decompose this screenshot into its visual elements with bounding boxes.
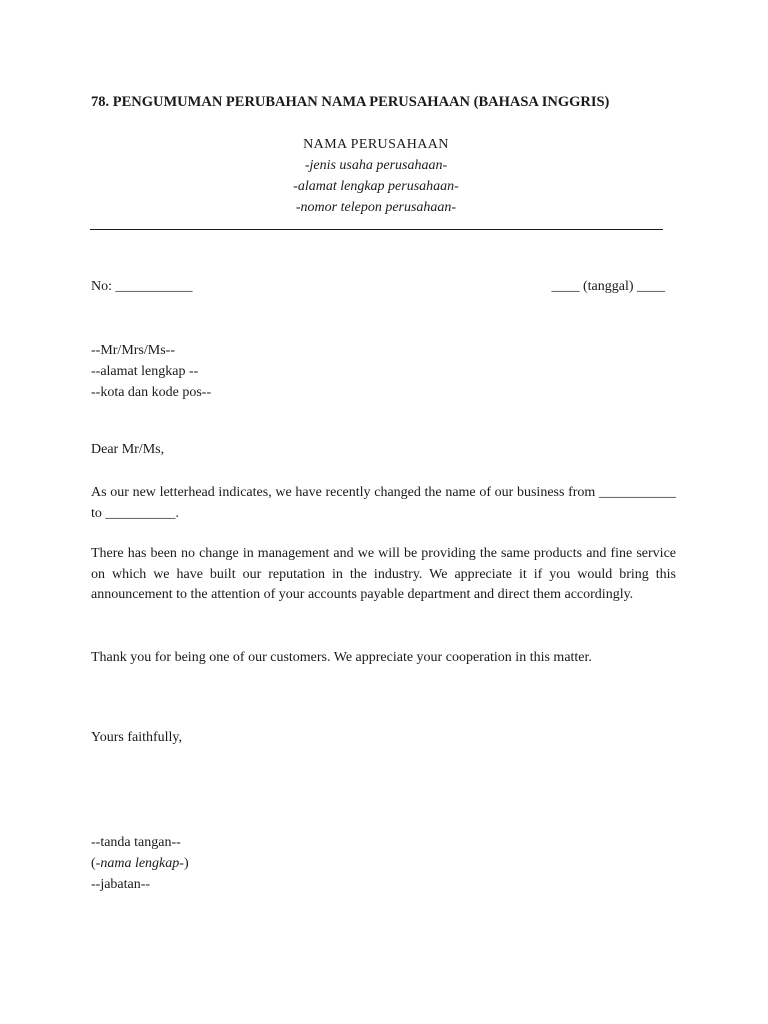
signer-position: --jabatan--	[91, 877, 151, 892]
business-type: -jenis usaha perusahaan-	[304, 158, 448, 173]
body-paragraph-1: As our new letterhead indicates, we have recently changed the name of our business from ___________ to __________.	[91, 485, 676, 521]
reference-line	[91, 279, 665, 299]
recipient-address-block	[91, 340, 211, 403]
company-address: -alamat lengkap perusahaan-	[293, 179, 459, 194]
company-name: NAMA PERUSAHAAN	[303, 137, 449, 152]
closing: Yours faithfully,	[91, 730, 183, 745]
body-paragraph-3: Thank you for being one of our customers. We appreciate your cooperation in this matter.	[91, 650, 592, 665]
signer-name-line	[91, 853, 189, 874]
letter-date: ____ (tanggal) ____	[551, 279, 665, 294]
letterhead	[90, 134, 662, 218]
recipient-name: --Mr/Mrs/Ms--	[91, 343, 175, 358]
document-title: 78. PENGUMUMAN PERUBAHAN NAMA PERUSAHAAN (BAHASA INGGRIS)	[91, 94, 610, 110]
signature-line: --tanda tangan--	[91, 835, 181, 850]
salutation: Dear Mr/Ms,	[91, 442, 165, 457]
open-paren: (	[91, 856, 96, 871]
company-phone: -nomor telepon perusahaan-	[295, 200, 457, 215]
letter-number: No: ___________	[91, 279, 193, 294]
body-paragraph-2: There has been no change in management and we will be providing the same products and fine service on which we have built our reputation in the industry. We appreciate it if you would bring this announcement to the attention of your accounts payable department and direct them accordingly.	[91, 546, 676, 602]
signer-full-name: -nama lengkap-	[95, 856, 184, 871]
recipient-address: --alamat lengkap --	[91, 364, 199, 379]
close-paren: )	[183, 856, 189, 871]
signature-block	[91, 832, 189, 895]
recipient-city: --kota dan kode pos--	[91, 385, 212, 400]
letterhead-divider	[90, 229, 663, 230]
